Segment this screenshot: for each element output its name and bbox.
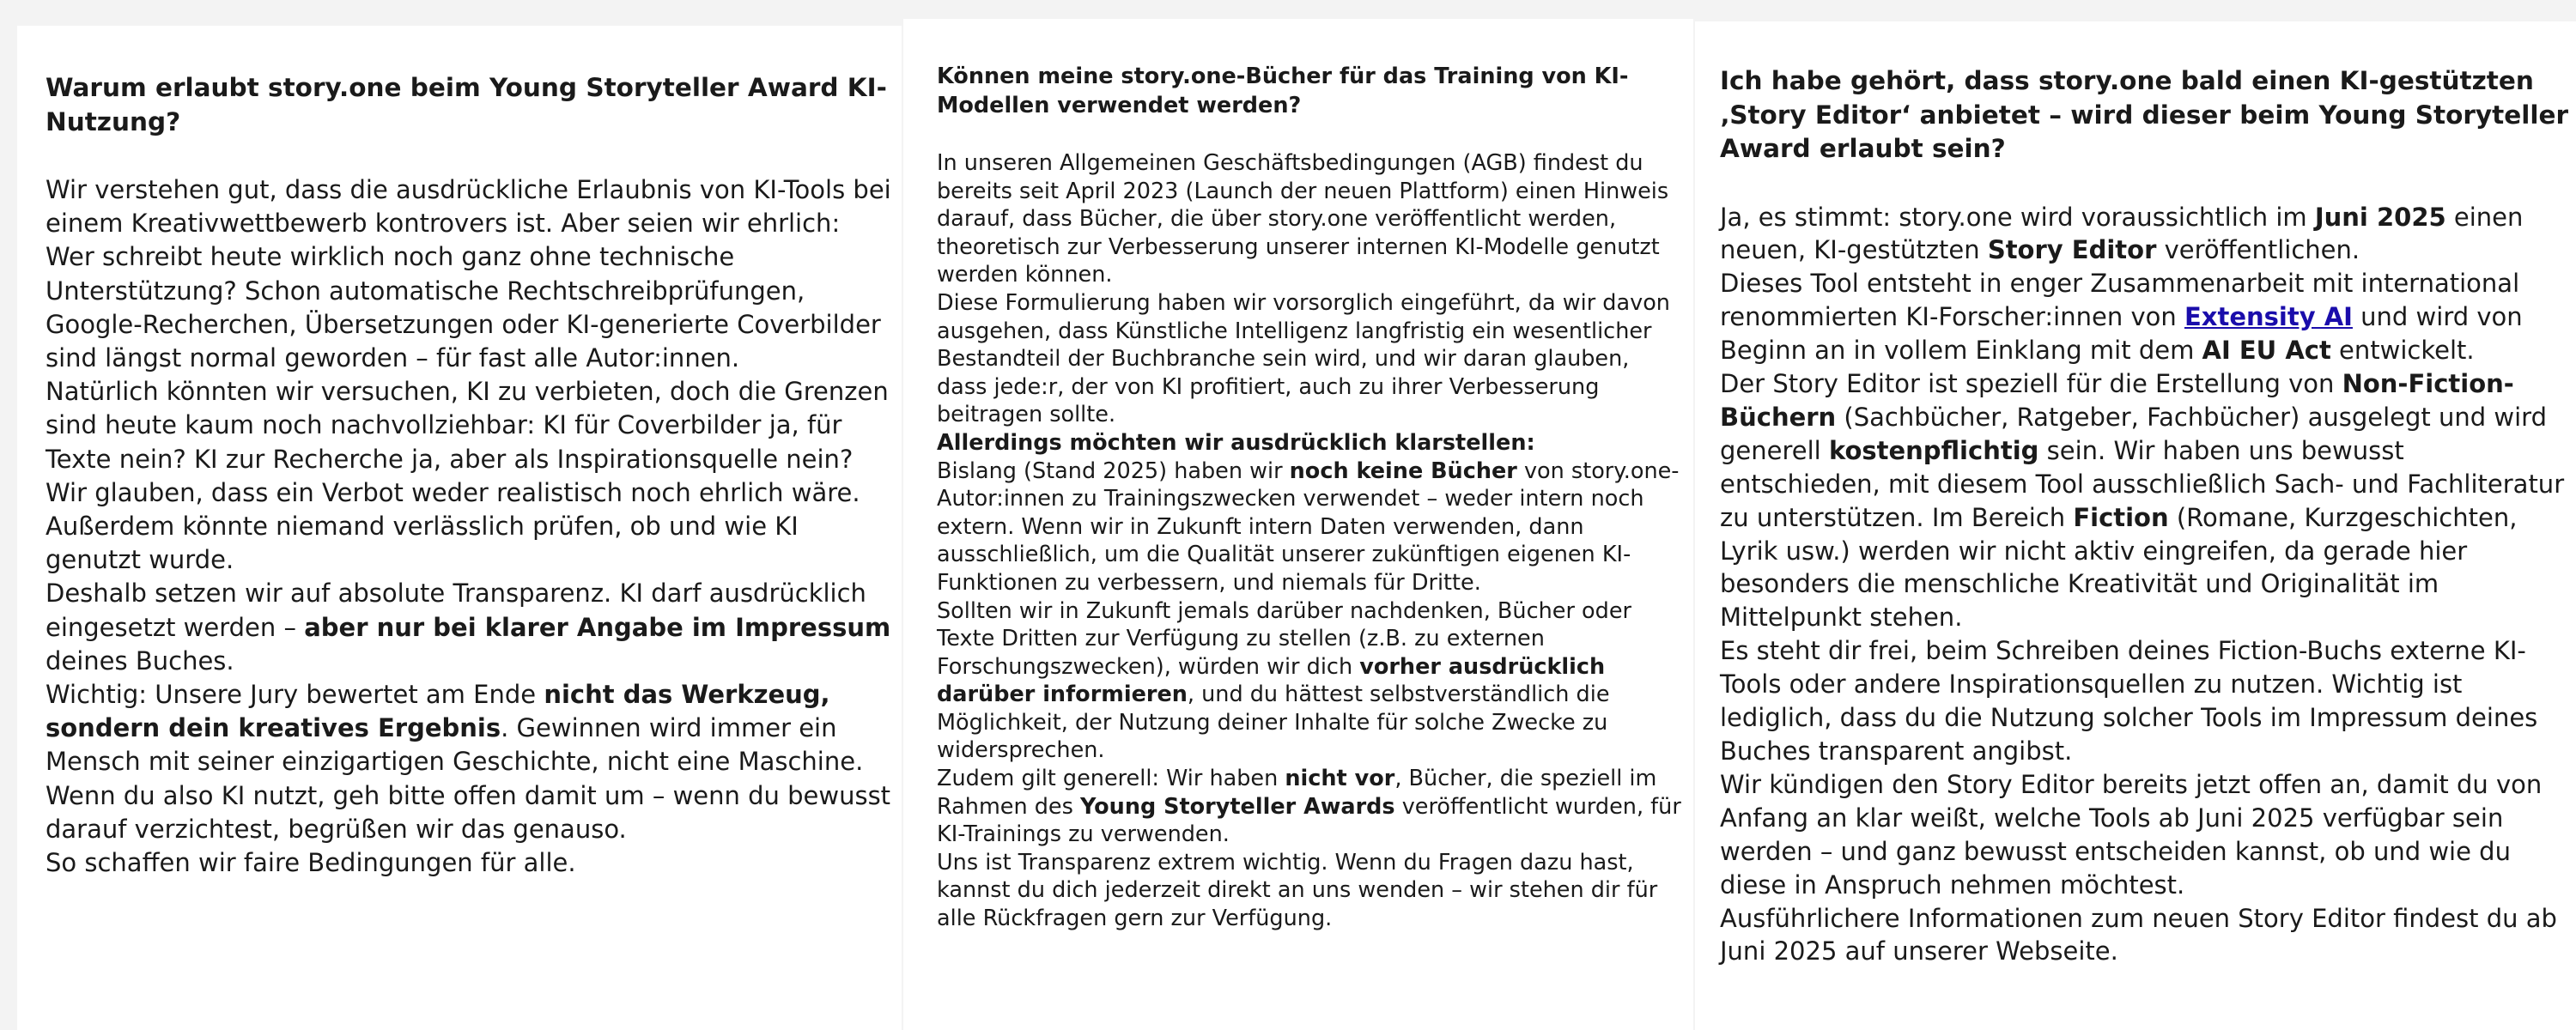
faq-panel-story-editor [1695, 21, 2576, 1030]
paragraph-text: Wir glauben, dass ein Verbot weder realistisch noch ehrlich wäre. Außerdem könnte niemand verlässlich prüfen, ob und wie KI genutzt wurde. [46, 477, 860, 575]
emphasis-text: Juni 2025 [2314, 202, 2446, 232]
faq-answer-body [937, 149, 1684, 933]
paragraph-text: und wird von Beginn an in vollem Einklang mit dem [1720, 302, 2523, 366]
answer-paragraph [1720, 201, 2570, 268]
faq-answer-body [46, 173, 896, 880]
paragraph-text: Der Story Editor ist speziell für die Erstellung von [1720, 369, 2342, 399]
paragraph-text: entwickelt. [2330, 336, 2475, 366]
answer-paragraph [937, 429, 1684, 457]
answer-paragraph [937, 765, 1684, 849]
answer-paragraph [937, 457, 1684, 597]
answer-paragraph [1720, 902, 2570, 969]
paragraph-text: So schaffen wir faire Bedingungen für alle. [46, 848, 576, 878]
paragraph-text: sein. Wir haben uns bewusst entschieden, mit diesem Tool ausschließlich Sach- und Fachliteratur zu unterstützen. Im Bereich [1720, 435, 2565, 532]
emphasis-text: kostenpflichtig [1828, 435, 2039, 465]
emphasis-text: Non-Fiction-Büchern [1720, 369, 2514, 432]
answer-paragraph [937, 149, 1684, 289]
paragraph-text: Uns ist Transparenz extrem wichtig. Wenn du Fragen dazu hast, kannst du dich jederzeit direkt an uns wenden – wir stehen dir für alle Rückfragen gern zur Verfügung. [937, 849, 1658, 932]
answer-paragraph [1720, 267, 2570, 367]
paragraph-text: Es steht dir frei, beim Schreiben deines Fiction-Buchs externe KI-Tools oder andere Inspirationsquellen zu nutzen. Wichtig ist lediglich, dass du die Nutzung solcher Tools im Impressum deines Buches transparent angibst. [1720, 636, 2538, 766]
faq-panel-ai-training [903, 19, 1693, 1030]
emphasis-text: noch keine Bücher [1289, 457, 1517, 484]
emphasis-text: aber nur bei klarer Angabe im Impressum [304, 612, 891, 642]
emphasis-text: Story Editor [1987, 235, 2157, 265]
paragraph-text: veröffentlicht wurden, für KI-Trainings zu verwenden. [937, 793, 1681, 848]
paragraph-text: Wir verstehen gut, dass die ausdrückliche Erlaubnis von KI-Tools bei einem Kreativwettbewerb kontrovers ist. Aber seien wir ehrlich: Wer schreibt heute wirklich noch ganz ohne technische Unterstützung? Schon automatische Rechtschreibprüfungen, Google-Recherchen, Übersetzungen oder KI-generierte Coverbilder sind längst normal geworden – für fast alle Autor:innen. [46, 175, 891, 373]
answer-paragraph [1720, 768, 2570, 902]
paragraph-text: , und du hättest selbstverständlich die Möglichkeit, der Nutzung deiner Inhalte für solche Zwecke zu widersprechen. [937, 682, 1610, 764]
paragraph-text: Dieses Tool entsteht in enger Zusammenarbeit mit international renommierten KI-Forscher:innen von [1720, 269, 2520, 332]
paragraph-text: einen neuen, KI-gestützten [1720, 202, 2524, 265]
emphasis-text: nicht vor [1285, 766, 1395, 792]
emphasis-text: AI EU Act [2202, 336, 2331, 366]
paragraph-text: Wichtig: Unsere Jury bewertet am Ende [46, 680, 544, 710]
paragraph-text: Ausführlichere Informationen zum neuen Story Editor findest du ab Juni 2025 auf unserer Webseite. [1720, 903, 2557, 966]
answer-paragraph [1720, 634, 2570, 768]
paragraph-text: Bislang (Stand 2025) haben wir [937, 457, 1290, 484]
faq-question-title: Können meine story.one-Bücher für das Training von KI-Modellen verwendet werden? [937, 64, 1629, 118]
paragraph-text: Wir kündigen den Story Editor bereits jetzt offen an, damit du von Anfang an klar weißt, welche Tools ab Juni 2025 verfügbar sein werden – und ganz bewusst entscheiden kannst, ob und wie du diese in Anspruch nehmen möchtest. [1720, 769, 2543, 900]
paragraph-text: veröffentlichen. [2156, 235, 2360, 265]
paragraph-text: Diese Formulierung haben wir vorsorglich eingeführt, da wir davon ausgehen, dass Künstliche Intelligenz langfristig ein wesentlicher Bestandteil der Buchbranche sein wird, und wir daran glauben, dass jede:r, der von KI profitiert, auch zu ihrer Verbesserung beitragen sollte. [937, 289, 1670, 428]
answer-paragraph [46, 173, 896, 375]
paragraph-text: In unseren Allgemeinen Geschäftsbedingungen (AGB) findest du bereits seit April 2023 (Launch der neuen Plattform) einen Hinweis darauf, dass Bücher, die über story.one veröffentlicht werden, theoretisch zur Verbesserung unserer internen KI-Modelle genutzt werden können. [937, 150, 1669, 288]
answer-paragraph [46, 476, 896, 578]
paragraph-text: von story.one-Autor:innen zu Trainingszwecken verwendet – weder intern noch extern. Wenn wir in Zukunft intern Daten verwenden, dann ausschließlich, um die Qualität unserer zukünftigen eigenen KI-Funktionen zu verbessern, und niemals für Dritte. [937, 457, 1680, 596]
emphasis-text: Allerdings möchten wir ausdrücklich klarstellen: [937, 429, 1535, 456]
paragraph-text: Sollten wir in Zukunft jemals darüber nachdenken, Bücher oder Texte Dritten zur Verfügung zu stellen (z.B. zu externen Forschungszwecken), würden wir dich [937, 597, 1632, 680]
answer-paragraph [46, 375, 896, 476]
paragraph-text: Deshalb setzen wir auf absolute Transparenz. KI darf ausdrücklich eingesetzt werden – [46, 579, 866, 642]
emphasis-text: vorher ausdrücklich darüber informieren [937, 653, 1606, 708]
answer-paragraph [1720, 367, 2570, 634]
faq-question-title: Ich habe gehört, dass story.one bald einen KI-gestützten ‚Story Editor‘ anbietet – wird dieser beim Young Storyteller Award erlaubt sein? [1720, 66, 2569, 163]
paragraph-text: Zudem gilt generell: Wir haben [937, 766, 1285, 792]
paragraph-text: . Gewinnen wird immer ein Mensch mit seiner einzigartigen Geschichte, nicht eine Maschine. [46, 713, 864, 777]
answer-paragraph [46, 577, 896, 678]
paragraph-text: deines Buches. [46, 645, 234, 676]
answer-paragraph [46, 779, 896, 846]
paragraph-text: (Sachbücher, Ratgeber, Fachbücher) ausgelegt und wird generell [1720, 402, 2547, 465]
answer-paragraph [937, 849, 1684, 933]
paragraph-text: Ja, es stimmt: story.one wird voraussichtlich im [1720, 202, 2315, 232]
answer-paragraph [46, 678, 896, 779]
faq-panel-ai-usage [17, 26, 902, 1030]
paragraph-text: Natürlich könnten wir versuchen, KI zu verbieten, doch die Grenzen sind heute kaum noch nachvollziehbar: KI für Coverbilder ja, für Texte nein? KI zur Recherche ja, aber als Inspirationsquelle nein? [46, 377, 889, 474]
answer-paragraph [46, 846, 896, 880]
faq-answer-body [1720, 201, 2570, 969]
emphasis-text: Fiction [2073, 502, 2169, 532]
paragraph-text: Wenn du also KI nutzt, geh bitte offen damit um – wenn du bewusst darauf verzichtest, begrüßen wir das genauso. [46, 780, 891, 844]
extensity-ai-link[interactable]: Extensity AI [2184, 302, 2353, 332]
paragraph-text: (Romane, Kurzgeschichten, Lyrik usw.) werden wir nicht aktiv eingreifen, da gerade hier besonders die menschliche Kreativität und Originalität im Mittelpunkt stehen. [1720, 502, 2518, 633]
paragraph-text: , Bücher, die speziell im Rahmen des [937, 766, 1657, 820]
answer-paragraph [937, 597, 1684, 766]
faq-question-title: Warum erlaubt story.one beim Young Storyteller Award KI-Nutzung? [46, 73, 887, 136]
answer-paragraph [937, 289, 1684, 429]
emphasis-text: nicht das Werkzeug, sondern dein kreatives Ergebnis [46, 680, 830, 743]
emphasis-text: Young Storyteller Awards [1080, 793, 1395, 820]
